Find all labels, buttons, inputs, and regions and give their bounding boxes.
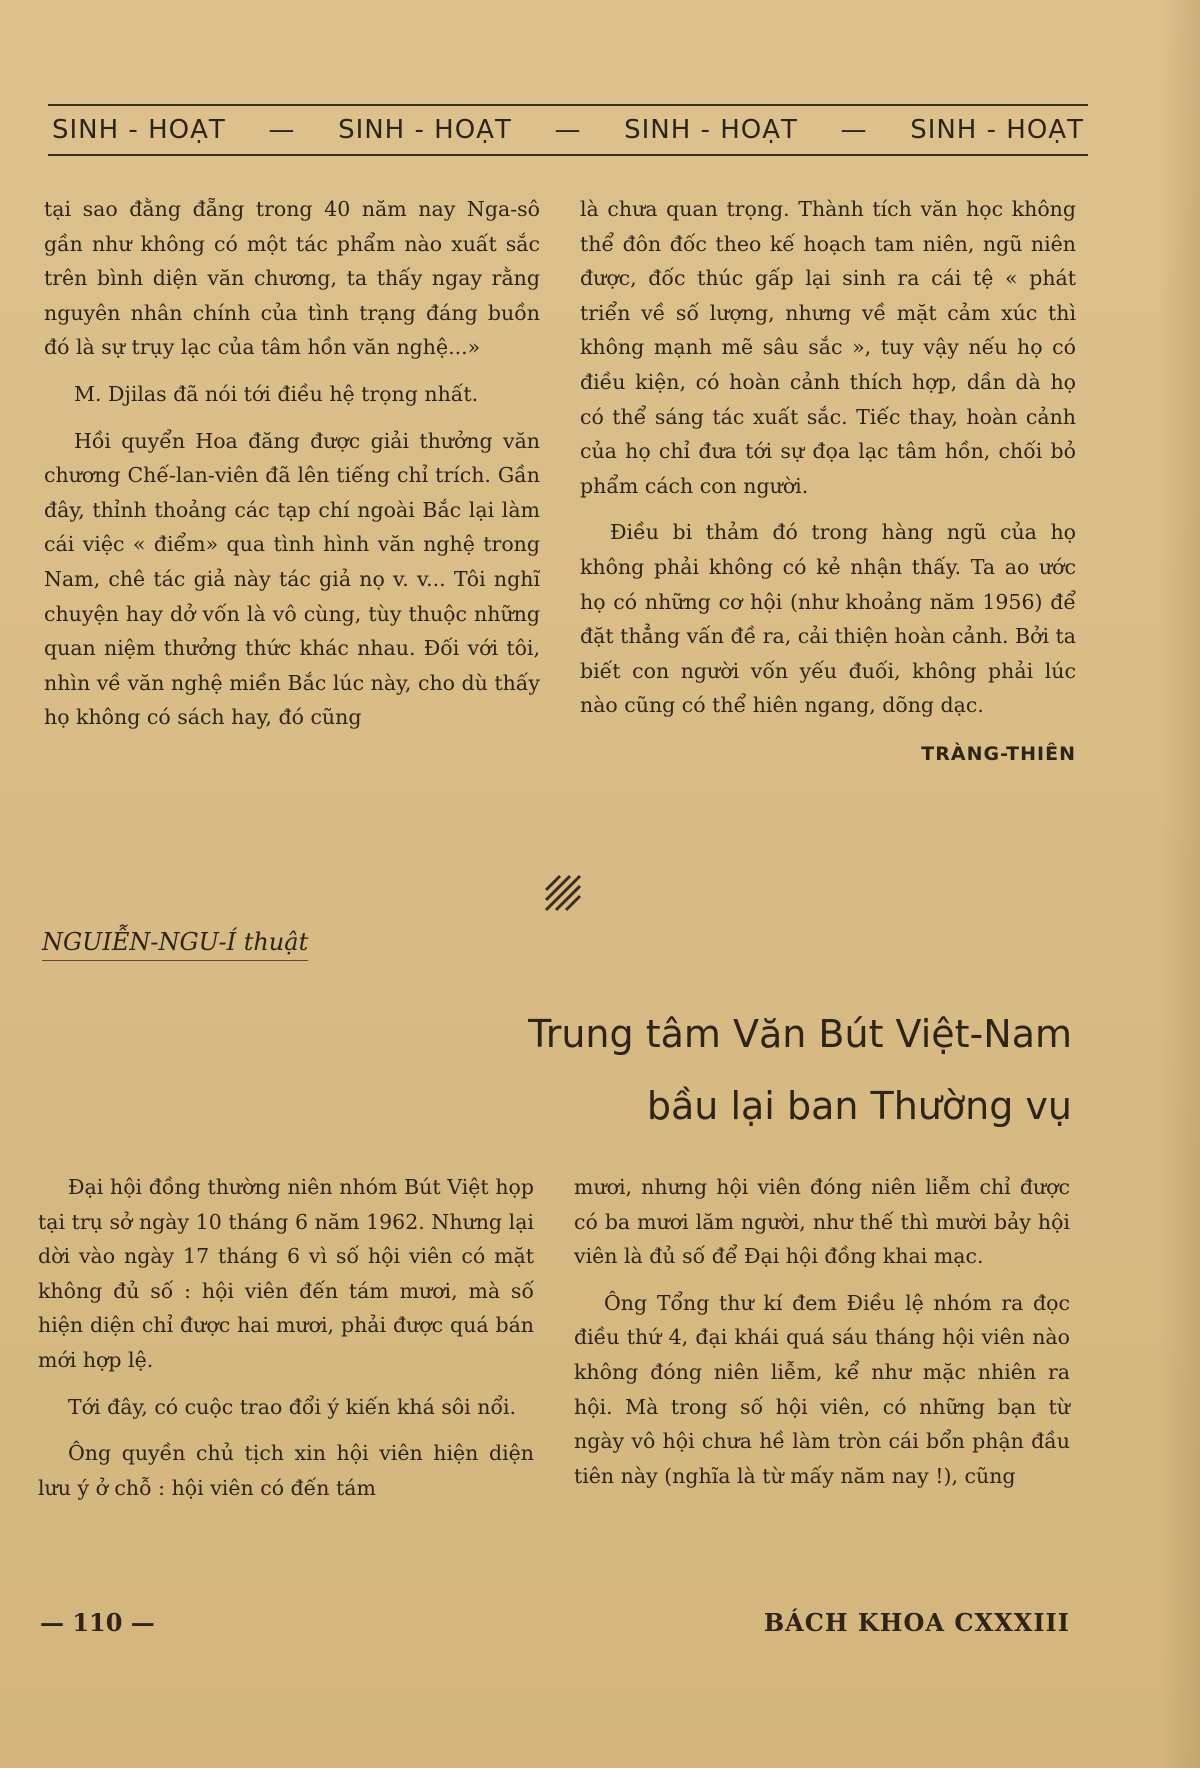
paragraph: mươi, nhưng hội viên đóng niên liễm chỉ được có ba mươi lăm người, như thế thì mười bảy hội viên là đủ số để Đại hội đồng khai mạc. xyxy=(574,1175,1070,1269)
title-line: bầu lại ban Thường vụ xyxy=(646,1084,1072,1128)
article1-left-column xyxy=(44,192,540,747)
header-item: SINH - HOẠT xyxy=(624,115,798,145)
article2-left-column xyxy=(38,1170,534,1517)
article2-title xyxy=(372,998,1072,1142)
paragraph: M. Djilas đã nói tới điều hệ trọng nhất. xyxy=(74,381,479,406)
page-number: — 110 — xyxy=(40,1608,155,1637)
article2-byline: NGUIỄN-NGU-Í thuật xyxy=(42,928,308,961)
paragraph: Ông quyền chủ tịch xin hội viên hiện diện lưu ý ở chỗ : hội viên có đến tám xyxy=(38,1441,534,1500)
header-dash: — xyxy=(554,115,582,145)
header-dash: — xyxy=(840,115,868,145)
magazine-issue: BÁCH KHOA CXXXIII xyxy=(763,1608,1070,1637)
paragraph: Tới đây, có cuộc trao đổi ý kiến khá sôi nổi. xyxy=(68,1394,517,1419)
article2-right-column xyxy=(574,1170,1070,1505)
header-dash: — xyxy=(268,115,296,145)
author-signature: TRÀNG-THIÊN xyxy=(921,742,1076,765)
article1-right-column xyxy=(580,192,1076,772)
section-divider-icon xyxy=(542,872,582,912)
paragraph: Hồi quyển Hoa đăng được giải thưởng văn chương Chế-lan-viên đã lên tiếng chỉ trích. Gần đây, thỉnh thoảng các tạp chí ngoài Bắc lại làm cái việc « điểm» qua tình hình văn nghệ trong Nam, chê tác giả này tác giả nọ v. v... Tôi nghĩ chuyện hay dở vốn là vô cùng, tùy thuộc những quan niệm thưởng thức khác nhau. Đối với tôi, nhìn về văn nghệ miền Bắc lúc này, cho dù thấy họ không có sách hay, đó cũng xyxy=(44,428,540,730)
paragraph: Điều bi thảm đó trong hàng ngũ của họ không phải không có kẻ nhận thấy. Ta ao ước họ có những cơ hội (như khoảng năm 1956) để đặt thẳng vấn đề ra, cải thiện hoàn cảnh. Bởi ta biết con người vốn yếu đuối, không phải lúc nào cũng có thể hiên ngang, dõng dạc. xyxy=(580,520,1076,718)
header-item: SINH - HOẠT xyxy=(910,115,1084,145)
paragraph: tại sao đằng đẵng trong 40 năm nay Nga-sô gần như không có một tác phẩm nào xuất sắc trên bình diện văn chương, ta thấy ngay rằng nguyên nhân chính của tình trạng đáng buồn đó là sự trụy lạc của tâm hồn văn nghệ...» xyxy=(44,197,540,360)
paragraph: Đại hội đồng thường niên nhóm Bút Việt họp tại trụ sở ngày 10 tháng 6 năm 1962. Nhưng lại dời vào ngày 17 tháng 6 vì số hội viên có mặt không đủ số : hội viên đến tám mươi, mà số hiện diện chỉ được hai mươi, phải được quá bán mới hợp lệ. xyxy=(38,1175,534,1372)
title-line: Trung tâm Văn Bút Việt-Nam xyxy=(528,1012,1072,1056)
header-item: SINH - HOẠT xyxy=(52,115,226,145)
running-header xyxy=(48,104,1088,156)
header-item: SINH - HOẠT xyxy=(338,115,512,145)
paragraph: là chưa quan trọng. Thành tích văn học không thể đôn đốc theo kế hoạch tam niên, ngũ niên được, đốc thúc gấp lại sinh ra cái tệ « phát triển về số lượng, nhưng về mặt cảm xúc thì không mạnh mẽ sâu sắc », tuy vậy nếu họ có điều kiện, có hoàn cảnh thích hợp, dần dà họ có thể sáng tác xuất sắc. Tiếc thay, hoàn cảnh của họ chỉ đưa tới sự đọa lạc tâm hồn, chối bỏ phẩm cách con người. xyxy=(580,197,1076,498)
paragraph: Ông Tổng thư kí đem Điều lệ nhóm ra đọc điều thứ 4, đại khái quá sáu tháng hội viên nào không đóng niên liễm, kể như mặc nhiên ra hội. Mà trong số hội viên, có những bạn từ ngày vô hội chưa hề làm tròn cái bổn phận đầu tiên này (nghĩa là từ mấy năm nay !), cũng xyxy=(574,1290,1070,1488)
